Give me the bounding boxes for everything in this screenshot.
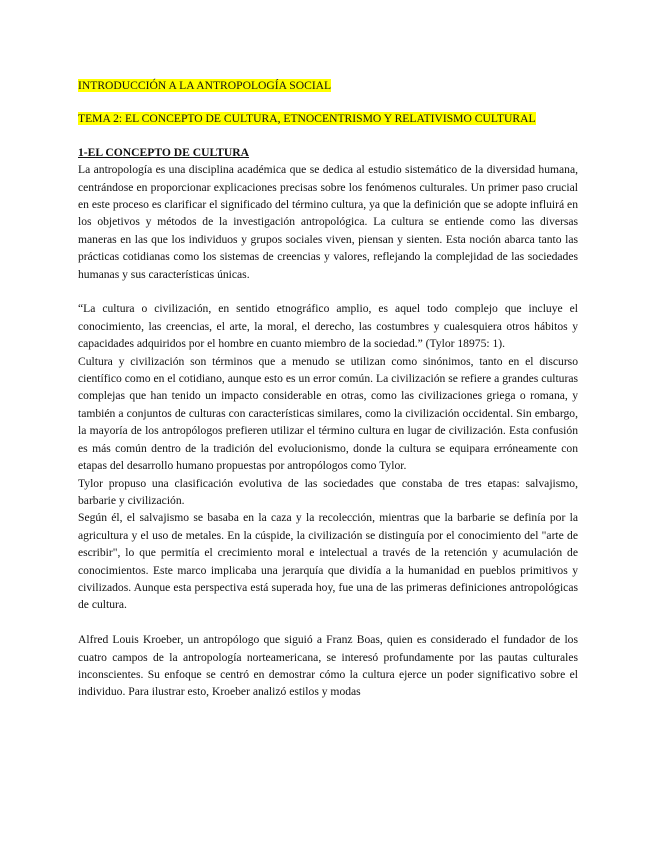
paragraph-etapas: Según él, el salvajismo se basaba en la caza y la recolección, mientras que la barbarie se definía por la agricultura y el uso de metales. En la cúspide, la civilización se distinguía por el conocimiento del "arte de escribir", lo que permitía el crecimiento moral e intelectual a través de la retención y acumulación de conocimientos. Este marco implicaba una jerarquía que dividía a la humanidad en pueblos primitivos y civilizados. Aunque esta perspectiva está superada hoy, fue una de las primeras definiciones antropológicas de cultura. bbox=[78, 511, 578, 612]
paragraph-tylor-quote: “La cultura o civilización, en sentido etnográfico amplio, es aquel todo complejo que incluye el conocimiento, las creencias, el arte, la moral, el derecho, las costumbres y cualesquiera otros hábitos y capacidades adquiridos por el hombre en cuanto miembro de la sociedad.” (Tylor 18975: 1). bbox=[78, 302, 578, 351]
topic-heading bbox=[78, 110, 578, 127]
paragraph-gap bbox=[78, 283, 578, 300]
document-title bbox=[78, 77, 578, 94]
paragraph-intro: La antropología es una disciplina académica que se dedica al estudio sistemático de la diversidad humana, centrándose en proporcionar explicaciones precisas sobre los fenómenos culturales. Un primer paso crucial en este proceso es clarificar el significado del término cultura, ya que la definición que se adopte influirá en los objetivos y métodos de la investigación antropológica. La cultura se entiende como las diversas maneras en las que los individuos y grupos sociales viven, piensan y sienten. Esta noción abarca tanto las prácticas cotidianas como los sistemas de creencias y valores, reflejando la complejidad de las sociedades humanas y sus características únicas. bbox=[78, 163, 578, 281]
paragraph-cultura-civilizacion: Cultura y civilización son términos que a menudo se utilizan como sinónimos, tanto en el discurso científico como en el cotidiano, aunque esto es un error común. La civilización se refiere a grandes culturas complejas que han tenido un impacto considerable en otras, como las civilizaciones griega o romana, y también a conjuntos de culturas con características similares, como la civilización occidental. Sin embargo, la mayoría de los antropólogos prefieren utilizar el término cultura en lugar de civilización. Esta confusión es más común dentro de la tradición del evolucionismo, donde la cultura se equipara erróneamente con etapas del desarrollo humano propuestas por antropólogos como Tylor. bbox=[78, 354, 578, 473]
paragraph-tylor-clasificacion: Tylor propuso una clasificación evolutiva de las sociedades que constaba de tres etapas: salvajismo, barbarie y civilización. bbox=[78, 476, 578, 507]
paragraph-kroeber: Alfred Louis Kroeber, un antropólogo que siguió a Franz Boas, quien es considerado el fundador de los cuatro campos de la antropología norteamericana, se interesó profundamente por las pautas culturales inconscientes. Su enfoque se centró en demostrar cómo la cultura ejerce un poder significativo sobre el individuo. Para ilustrar esto, Kroeber analizó estilos y modas bbox=[78, 633, 578, 699]
paragraph-gap bbox=[78, 614, 578, 631]
topic-heading-text: TEMA 2: EL CONCEPTO DE CULTURA, ETNOCENTRISMO Y RELATIVISMO CULTURAL bbox=[78, 112, 536, 126]
section-heading: 1-EL CONCEPTO DE CULTURA bbox=[78, 145, 250, 159]
document-body bbox=[78, 77, 578, 701]
document-title-text: INTRODUCCIÓN A LA ANTROPOLOGÍA SOCIAL bbox=[78, 79, 332, 92]
